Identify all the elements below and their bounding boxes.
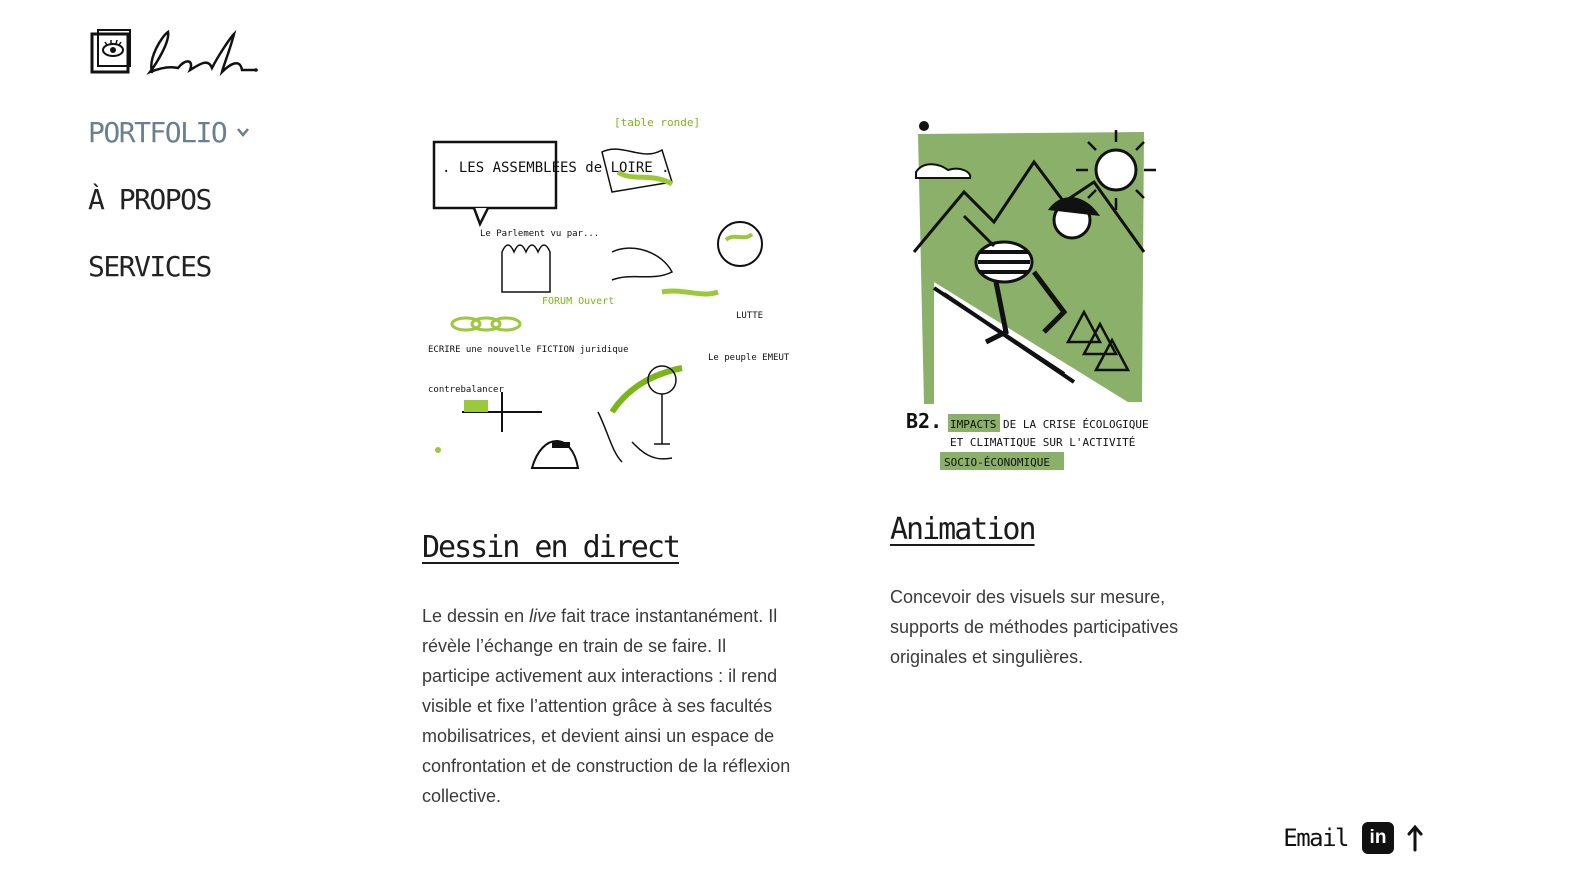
nav-item-label: PORTFOLIO: [88, 115, 227, 149]
animation-illustration[interactable]: [904, 112, 1164, 478]
footer-links: [1283, 822, 1424, 854]
card-description: [422, 601, 794, 811]
card-text-part: Concevoir des visuels sur mesure, supports de méthodes participatives originales et singulières.: [890, 587, 1179, 667]
card-text-emphasis: live: [529, 606, 557, 626]
drawing-label: Le peuple EMEUT: [708, 353, 790, 363]
drawing-code: B2.: [906, 409, 943, 433]
nav-item-label: SERVICES: [88, 249, 211, 283]
card-title-link[interactable]: Animation: [890, 512, 1035, 547]
nav-item-portfolio[interactable]: [88, 112, 250, 152]
drawing-caption: SOCIO-ÉCONOMIQUE: [944, 456, 1050, 469]
live-drawing-illustration[interactable]: [422, 112, 790, 488]
email-link[interactable]: Email: [1283, 824, 1348, 852]
drawing-heading: . LES ASSEMBLEES de LOIRE .: [442, 160, 670, 176]
drawing-label: Le Parlement vu par...: [480, 229, 600, 239]
main-nav: [88, 112, 250, 313]
nav-item-services[interactable]: [88, 246, 250, 286]
logo-eye-icon: [90, 28, 260, 78]
card-text-part: fait trace instantanément. Il révèle l’échange en train de se faire. Il participe activement aux interactions : il rend visible et fixe l’attention grâce à ses facultés mobilisatrices, et devient ainsi un espace de confrontation et de construction de la réflexion collective.: [422, 606, 791, 806]
nav-item-label: À PROPOS: [88, 182, 211, 216]
card-text-part: Le dessin en: [422, 606, 530, 626]
drawing-label: [table ronde]: [614, 116, 701, 129]
nav-item-a-propos[interactable]: [88, 179, 250, 219]
drawing-label: contrebalancer: [428, 385, 504, 395]
site-logo[interactable]: [90, 28, 260, 78]
drawing-caption: IMPACTS DE LA CRISE ÉCOLOGIQUE: [950, 418, 1149, 431]
chevron-down-icon[interactable]: [236, 125, 250, 139]
drawing-label: LUTTE: [736, 311, 764, 321]
card-description: [890, 582, 1220, 672]
drawing-caption: ET CLIMATIQUE SUR L'ACTIVITÉ: [950, 436, 1136, 449]
drawing-label: ECRIRE une nouvelle FICTION juridique: [428, 345, 629, 355]
card-title-link[interactable]: Dessin en direct: [422, 530, 679, 565]
linkedin-icon[interactable]: in: [1362, 822, 1394, 854]
drawing-label: FORUM Ouvert: [542, 296, 615, 307]
arrow-up-icon[interactable]: [1406, 824, 1424, 852]
